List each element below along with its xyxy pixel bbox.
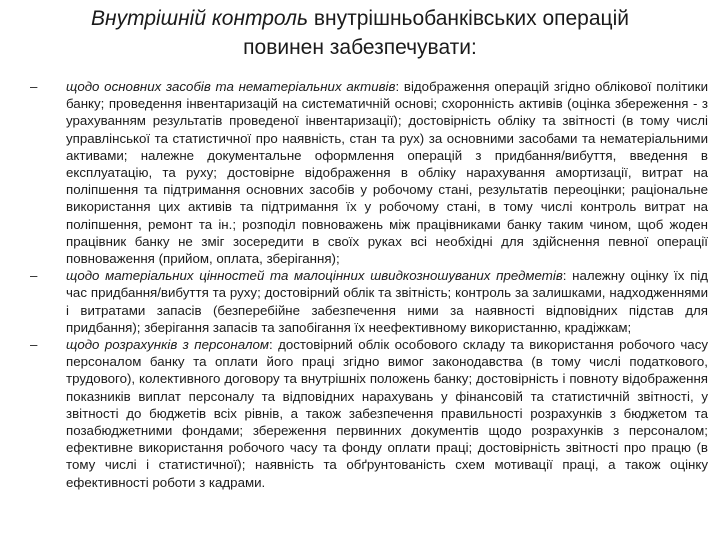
item-lead: щодо основних засобів та нематеріальних активів (66, 79, 396, 94)
page-title (0, 4, 720, 62)
item-text: : достовірний облік особового складу та використання робочого часу персоналом банку та оплати його праці згідно вимог законодавства (в тому числі податкового, трудового), колективного договору та внутрішніх положень банку; достовірність і повноту відображення показників виплат персоналу та відповідних нарахувань у фінансовій та статистичній звітності, у звітності до бюджетів всіх рівнів, а також забезпечення правильності розрахунків з бюджетом та позабюджетними фондами; збереження первинних документів щодо розрахунків з персоналом; ефективне використання робочого часу та фонду оплати праці; достовірність звітності про працю (в тому числі і статистичної); наявність та обґрунтованість схем мотивації праці, а також оцінку ефективності роботи з кадрами. (66, 337, 708, 490)
item-text: : відображення операцій згідно облікової політики банку; проведення інвентаризацій на систематичній основі; схоронність активів (оцінка збереження - з урахуванням результатів проведеної інвентаризації); достовірність обліку та звітності (в тому числі управлінської та статистичної про наявність, стан та рух) за основними засобами та нематеріальними активами; належне документальне оформлення операцій з придбання/вибуття, введення в експлуатацію, та руху; достовірне відображення в обліку нарахування амортизації, витрат на поліпшення та підтримання основних засобів у робочому стані, результатів переоцінки; раціональне використання цих активів та підтримання їх у робочому стані, в тому числі контроль витрат на поліпшення, ремонт та ін.; розподіл повноважень між працівниками банку таким чином, щоб жоден працівник банку не зміг зосередити в своїх руках всі необхідні для здійснення певної операції повноваження (прийом, оплата, зберігання); (66, 79, 708, 267)
item-lead: щодо розрахунків з персоналом (66, 337, 269, 353)
list-item-fixed-assets (30, 78, 708, 267)
bullet-dash: – (30, 79, 38, 94)
title-rest: внутрішньобанківських операцій (308, 7, 629, 30)
bullet-dash: – (30, 268, 38, 284)
list-item-personnel (30, 336, 708, 491)
title-line-2: повинен забезпечувати: (243, 36, 477, 59)
title-emphasis: Внутрішній контроль (91, 7, 309, 30)
item-text: : належну оцінку їх під час придбання/вибуття та руху; достовірний облік та звітність; контроль за залишками, надходженнями і витратами запасів (безперебійне забезпечення ними за наявності відповідних підстав для придбання); зберігання запасів та запобігання їх неефективному використанню, крадіжкам; (66, 268, 708, 335)
control-requirements-list (30, 78, 708, 491)
bullet-dash: – (30, 337, 38, 353)
item-lead: щодо матеріальних цінностей та малоцінних швидкозношуваних предметів (66, 268, 563, 284)
list-item-inventory (30, 267, 708, 336)
